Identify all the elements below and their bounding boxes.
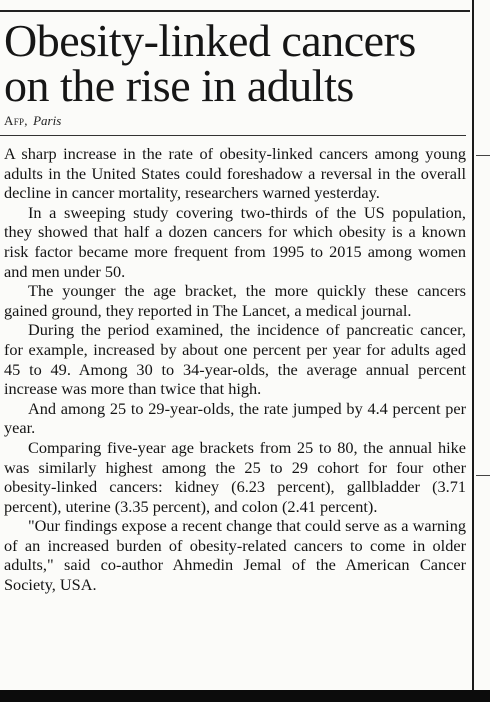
bottom-bar [0, 690, 490, 702]
paragraph: And among 25 to 29-year-olds, the rate jumped by 4.4 percent per year. [4, 398, 466, 438]
paragraph: "Our findings expose a recent change that could serve as a warning of an increased burden of obesity-related cancers to come in older adults," said co-author Ahmedin Jemal of the American Cancer Society, USA. [4, 516, 466, 595]
paragraph: A sharp increase in the rate of obesity-linked cancers among young adults in the United States could foreshadow a reversal in the overall decline in cancer mortality, researchers warned yesterday. [4, 144, 466, 203]
headline-line-2: on the rise in adults [4, 60, 354, 111]
headline-line-1: Obesity-linked cancers [4, 15, 416, 66]
adjacent-column-rule [476, 475, 490, 476]
column-divider [472, 0, 474, 702]
adjacent-column-rule [476, 155, 490, 156]
byline-rule [0, 135, 466, 136]
byline [4, 113, 466, 129]
paragraph: The younger the age bracket, the more quickly these cancers gained ground, they reported in The Lancet, a medical journal. [4, 281, 466, 320]
byline-agency: Afp, [4, 113, 28, 128]
headline [4, 15, 466, 111]
byline-place: Paris [33, 113, 62, 128]
paragraph: During the period examined, the incidence of pancreatic cancer, for example, increased by about one percent per year for adults aged 45 to 49. Among 30 to 34-year-olds, the average annual percent increase was more than twice that high. [4, 320, 466, 399]
article-body [4, 144, 466, 595]
paragraph: In a sweeping study covering two-thirds of the US population, they showed that half a dozen cancers for which obesity is a known risk factor became more frequent from 1995 to 2015 among women and men under 50. [4, 202, 466, 281]
article [4, 15, 466, 595]
paragraph: Comparing five-year age brackets from 25 to 80, the annual hike was similarly highest among the 25 to 29 cohort for four other obesity-linked cancers: kidney (6.23 percent), gallbladder (3.71 percent), uterine (3.35 percent), and colon (2.41 percent). [4, 437, 466, 516]
top-rule [0, 10, 470, 12]
